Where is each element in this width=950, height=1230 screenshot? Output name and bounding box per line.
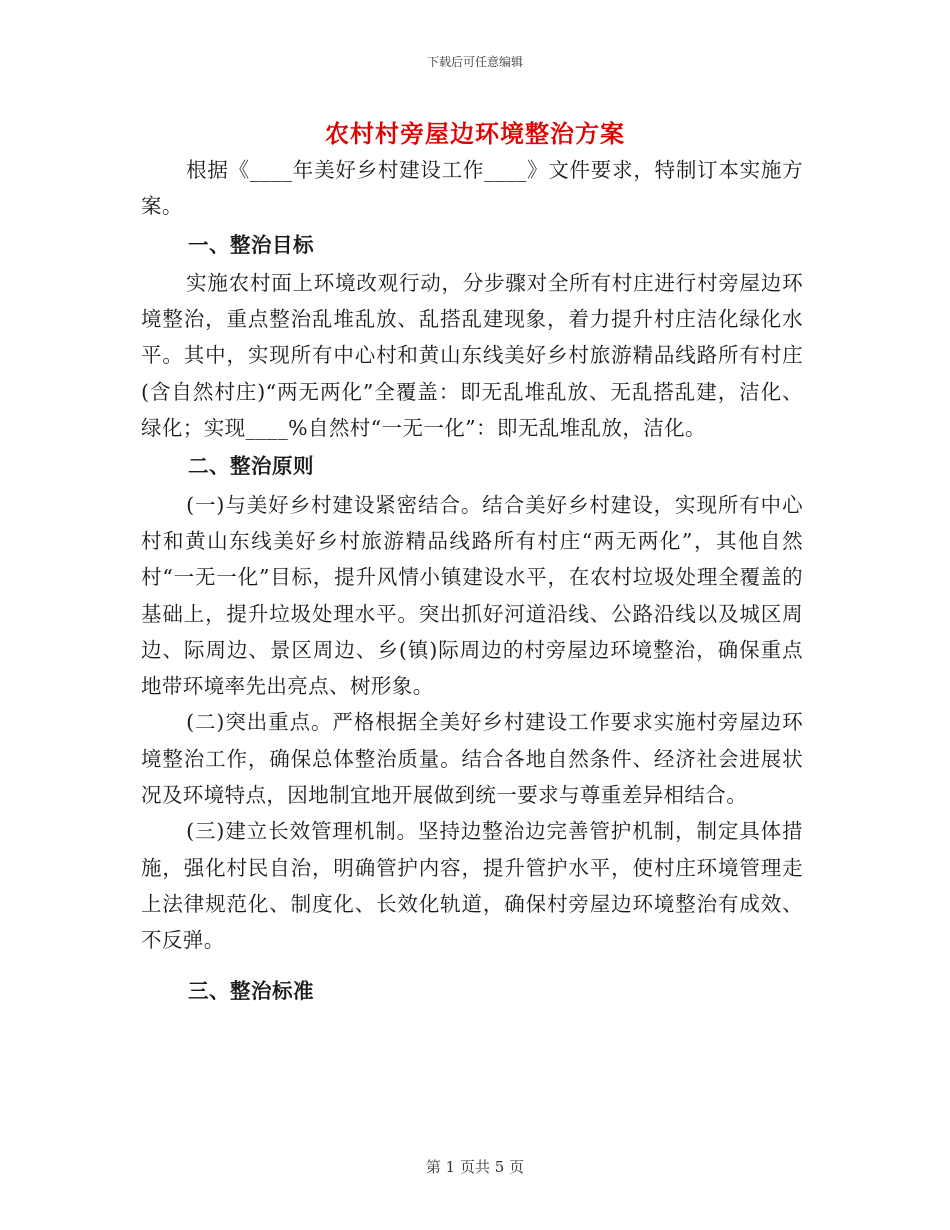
document-body [141,152,803,1011]
section-heading-goals: 一、整治目标 [188,232,314,257]
page-header-note: 下载后可任意编辑 [426,55,523,69]
intro-paragraph: 根据《____年美好乡村建设工作____》文件要求，特制订本实施方案。 [141,158,803,219]
goals-paragraph: 实施农村面上环境改观行动，分步骤对全所有村庄进行村旁屋边环境整治，重点整治乱堆乱放、乱搭乱建现象，着力提升村庄洁化绿化水平。其中，实现所有中心村和黄山东线美好乡村旅游精品线路所有村庄(含自然村庄)“两无两化”全覆盖：即无乱堆乱放、无乱搭乱建，洁化、绿化；实现____%自然村“一无一化”：即无乱堆乱放，洁化。 [141,270,803,441]
section-heading-principles: 二、整治原则 [188,454,314,479]
principle-paragraph-1: (一)与美好乡村建设紧密结合。结合美好乡村建设，实现所有中心村和黄山东线美好乡村旅游精品线路所有村庄“两无两化”，其他自然村“一无一化”目标，提升风情小镇建设水平，在农村垃圾处理全覆盖的基础上，提升垃圾处理水平。突出抓好河道沿线、公路沿线以及城区周边、际周边、景区周边、乡(镇)际周边的村旁屋边环境整治，确保重点地带环境率先出亮点、树形象。 [141,492,803,699]
page-footer: 第 1 页共 5 页 [425,1158,525,1176]
principle-paragraph-2: (二)突出重点。严格根据全美好乡村建设工作要求实施村旁屋边环境整治工作，确保总体整治质量。结合各地自然条件、经济社会进展状况及环境特点，因地制宜地开展做到统一要求与尊重差异相结合。 [141,710,803,808]
principle-paragraph-3: (三)建立长效管理机制。坚持边整治边完善管护机制，制定具体措施，强化村民自治，明确管护内容，提升管护水平，使村庄环境管理走上法律规范化、制度化、长效化轨道，确保村旁屋边环境整治有成效、不反弹。 [141,819,803,953]
document-title: 农村村旁屋边环境整治方案 [325,119,625,148]
section-heading-standards: 三、整治标准 [188,978,314,1003]
